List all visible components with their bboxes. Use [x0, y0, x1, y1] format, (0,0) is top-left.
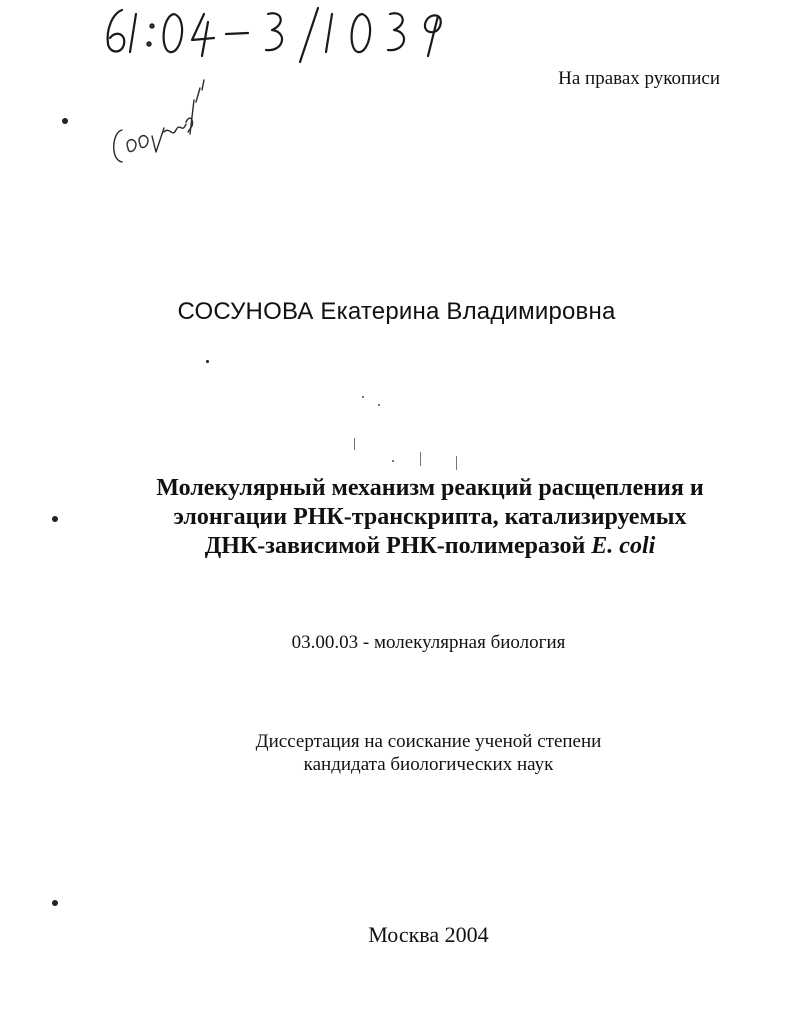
degree-statement: [0, 730, 793, 776]
title-line-1: Молекулярный механизм реакций расщепления и: [156, 475, 704, 501]
scan-speck: [456, 456, 457, 470]
scan-dot: [206, 360, 209, 363]
specialty-code: 03.00.03 - молекулярная биология: [291, 632, 566, 653]
scan-speck: [420, 452, 421, 466]
title-organism: E. coli: [591, 533, 656, 559]
scan-speck: [354, 438, 355, 450]
scan-speck: [378, 404, 380, 406]
scan-dot: [52, 900, 58, 906]
title-line-3: [100, 532, 760, 561]
degree-line-1: Диссертация на соискание ученой степени: [255, 731, 602, 752]
scan-dot: [62, 118, 68, 124]
scan-speck: [362, 396, 364, 398]
degree-line-2: кандидата биологических наук: [303, 754, 554, 775]
handwritten-signature: [100, 60, 230, 180]
city-year: Москва 2004: [368, 922, 489, 947]
rights-notice: На правах рукописи: [558, 68, 720, 89]
title-line-2: элонгации РНК-транскрипта, катализируемых: [173, 504, 687, 530]
dissertation-title: [100, 474, 760, 561]
title-line-3-text: ДНК-зависимой РНК-полимеразой: [204, 533, 592, 559]
author-name: СОСУНОВА Екатерина Владимировна: [177, 298, 616, 325]
scan-speck: [392, 460, 394, 462]
scan-dot: [52, 516, 58, 522]
